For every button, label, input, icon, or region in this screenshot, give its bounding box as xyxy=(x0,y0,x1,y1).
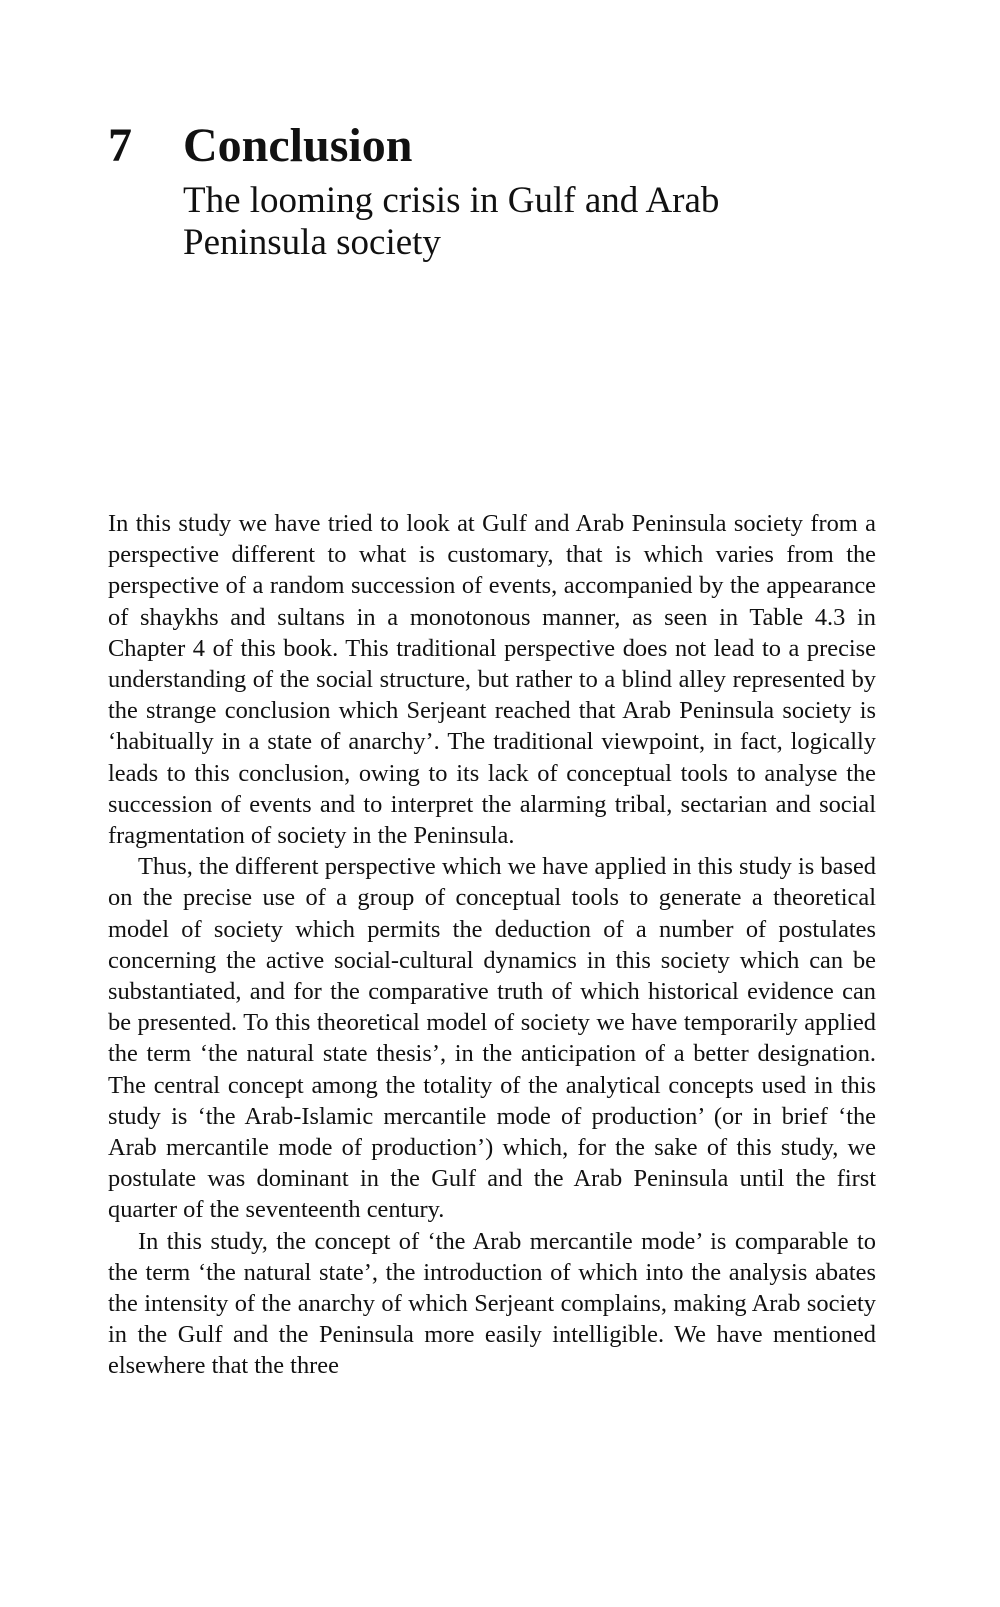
chapter-title: Conclusion xyxy=(183,119,413,172)
paragraph-1: In this study we have tried to look at Gulf and Arab Peninsula society from a perspective different to what is customary, that is which varies from the perspective of a random succession of events, accompanied by the appearance of shaykhs and sultans in a monotonous manner, as seen in Table 4.3 in Chapter 4 of this book. This traditional perspective does not lead to a precise understanding of the social structure, but rather to a blind alley represented by the strange conclusion which Serjeant reached that Arab Peninsula society is ‘habitually in a state of anarchy’. The traditional viewpoint, in fact, logically leads to this conclusion, owing to its lack of conceptual tools to analyse the succession of events and to interpret the alarming tribal, sectarian and social fragmentation of society in the Peninsula. xyxy=(108,510,876,850)
paragraph-3: In this study, the concept of ‘the Arab mercantile mode’ is comparable to the term ‘the natural state’, the introduction of which into the analysis abates the intensity of the anarchy of which Serjeant complains, making Arab society in the Gulf and the Peninsula more easily intelligible. We have mentioned elsewhere that the three xyxy=(108,1227,876,1380)
chapter-number: 7 xyxy=(108,119,132,172)
paragraph-2: Thus, the different perspective which we have applied in this study is based on the precise use of a group of conceptual tools to generate a theoretical model of society which permits the deduction of a number of postulates concerning the active social-cultural dynamics in this society which can be substantiated, and for the comparative truth of which historical evidence can be presented. To this theoretical model of society we have temporarily applied the term ‘the natural state thesis’, in the anticipation of a better designation. The central concept among the totality of the analytical concepts used in this study is ‘the Arab-Islamic mercantile mode of production’ (or in brief ‘the Arab mercantile mode of production’) which, for the sake of this study, we postulate was dominant in the Gulf and the Arab Peninsula until the first quarter of the seventeenth century. xyxy=(108,853,876,1224)
body-text xyxy=(108,508,876,1382)
chapter-subtitle: The looming crisis in Gulf and Arab Peninsula society xyxy=(183,180,720,263)
